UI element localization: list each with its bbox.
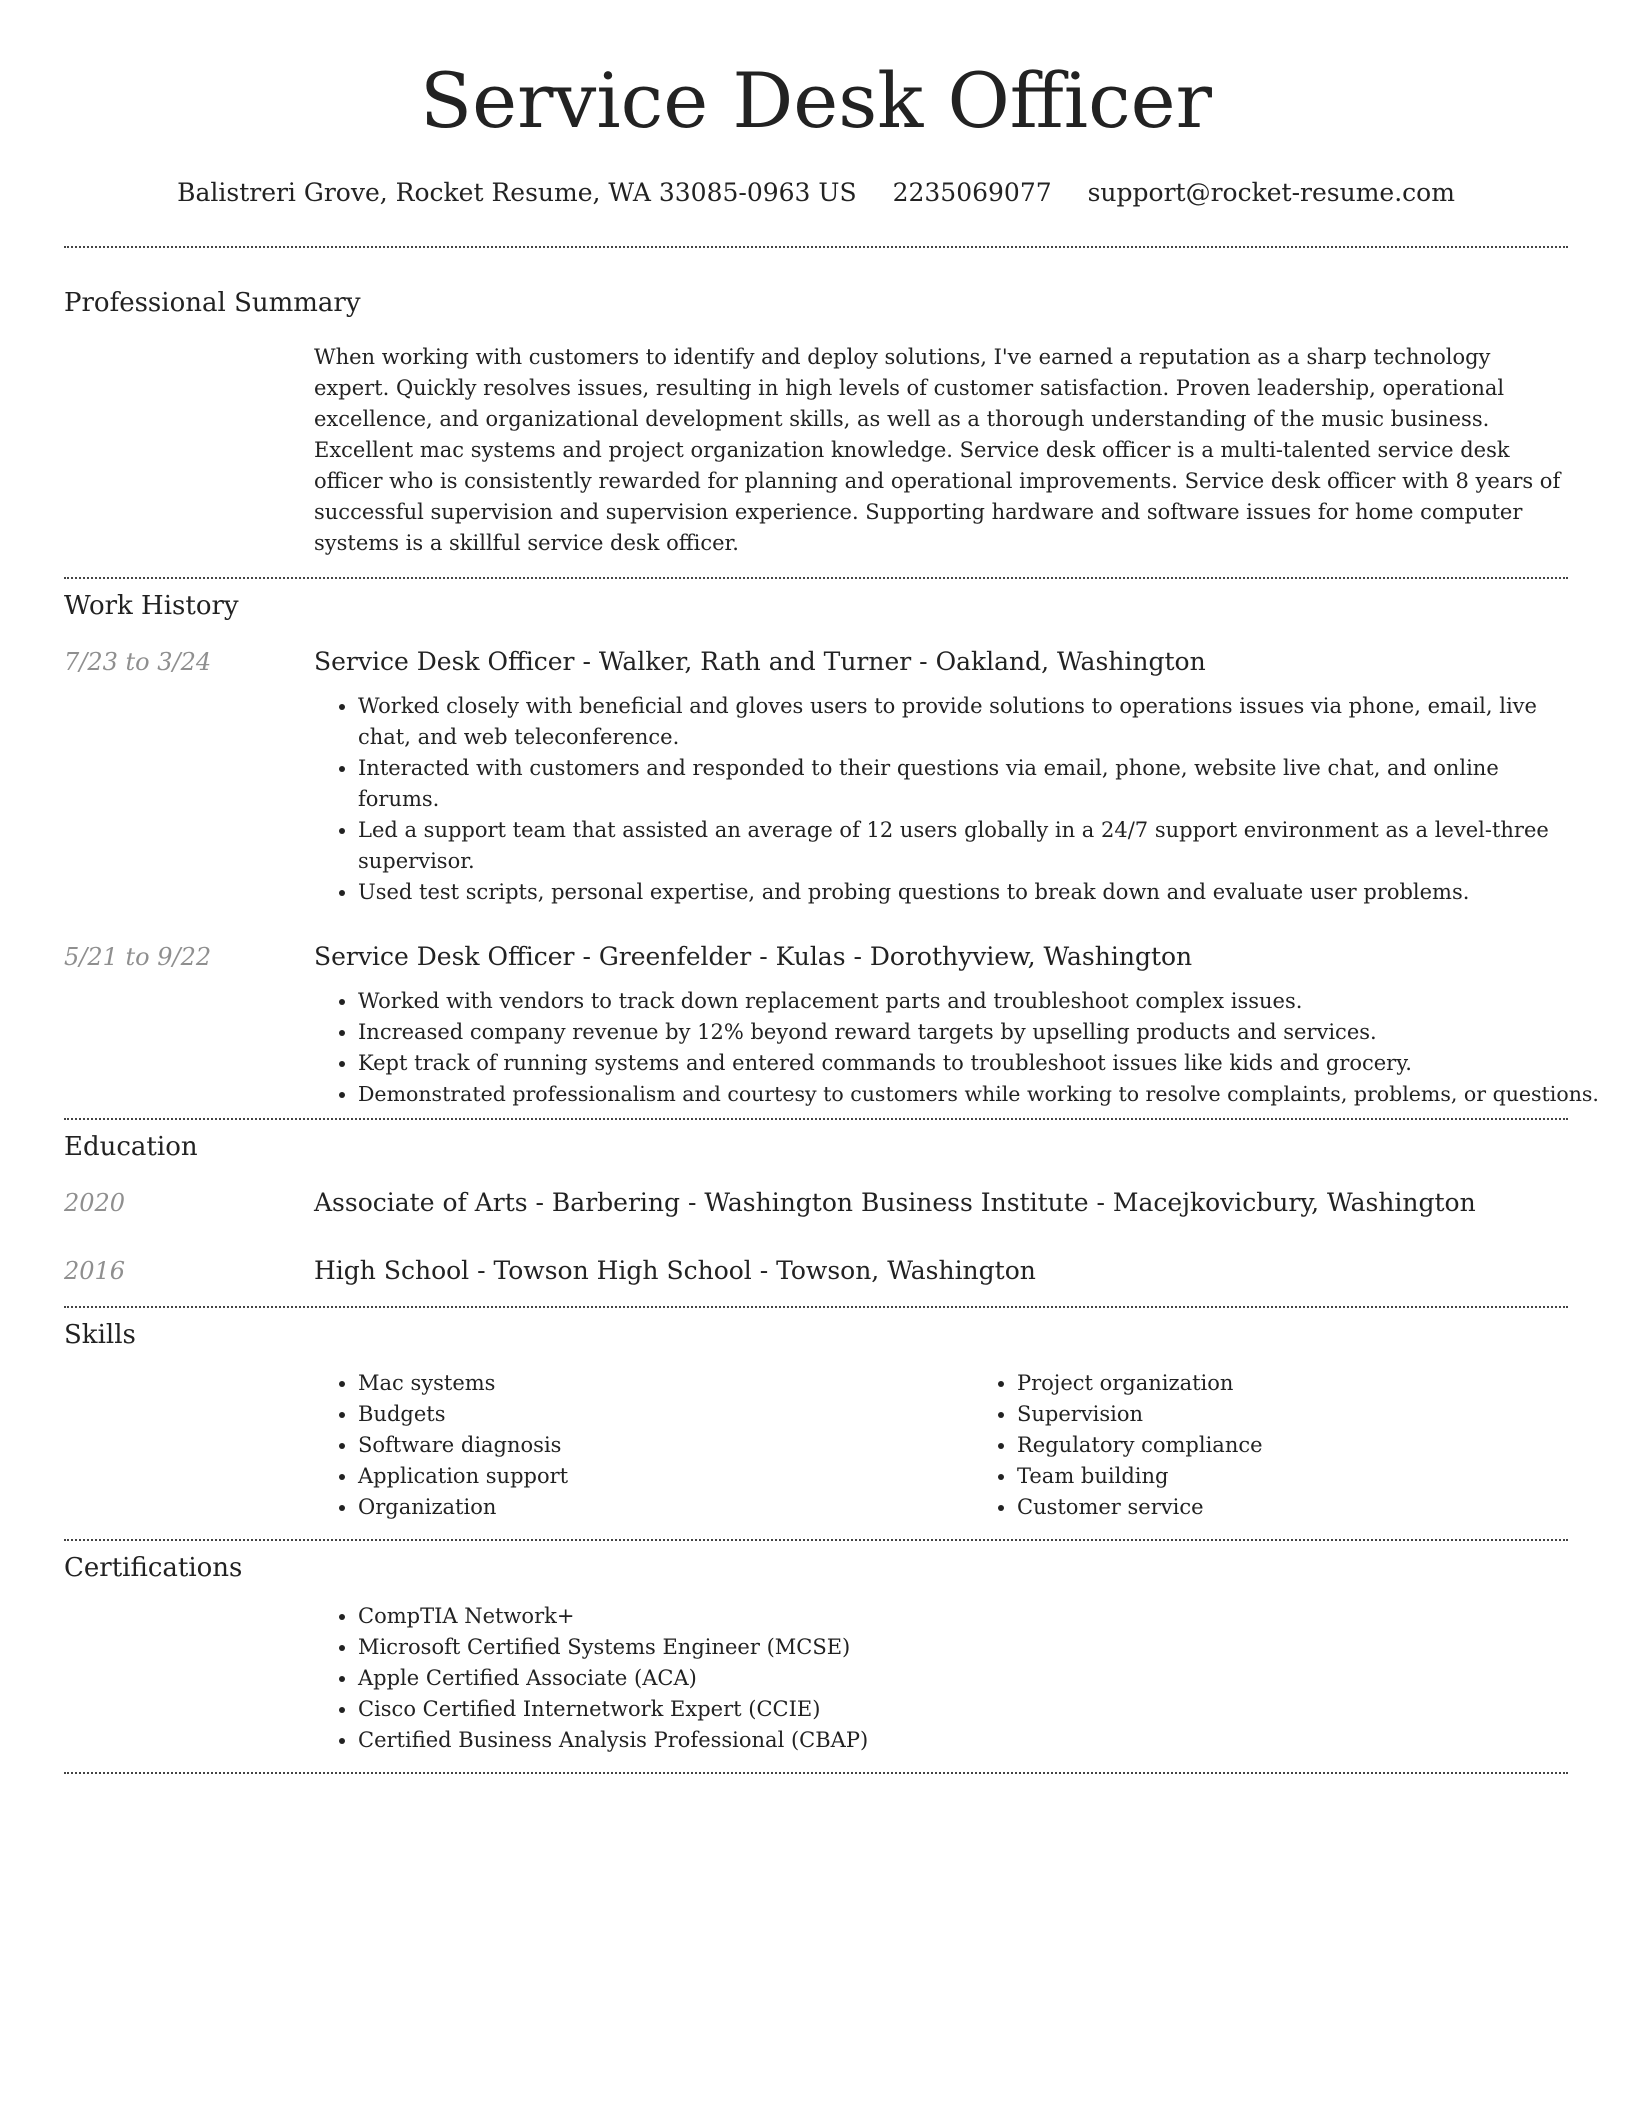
skills-list-left bbox=[314, 1368, 973, 1523]
work-history-section bbox=[64, 589, 1599, 1118]
summary-title: Professional Summary bbox=[64, 288, 361, 318]
education-section bbox=[64, 1130, 1568, 1288]
job-dates: 5/21 to 9/22 bbox=[64, 943, 212, 971]
education-text: High School - Towson High School - Towson, Washington bbox=[314, 1256, 1036, 1285]
candidate-name: Service Desk Officer bbox=[420, 56, 1212, 145]
certifications-list bbox=[314, 1601, 1568, 1756]
job-entry bbox=[64, 645, 1568, 908]
job-dates: 7/23 to 3/24 bbox=[64, 648, 212, 676]
education-year: 2016 bbox=[64, 1257, 126, 1285]
skill-item: • Budgets bbox=[358, 1399, 973, 1430]
divider bbox=[64, 577, 1568, 579]
skills-section bbox=[64, 1318, 1568, 1539]
work-history-title: Work History bbox=[64, 591, 239, 621]
education-year: 2020 bbox=[64, 1189, 126, 1217]
list-item: • Led a support team that assisted an average of 12 users globally in a 24/7 support environment as a level-three supervisor. bbox=[358, 815, 1568, 877]
certification-item: • Cisco Certified Internetwork Expert (CCIE) bbox=[358, 1694, 1568, 1725]
resume-page bbox=[64, 0, 1599, 1774]
education-title: Education bbox=[64, 1132, 198, 1162]
certification-item: • Certified Business Analysis Professional (CBAP) bbox=[358, 1725, 1568, 1756]
contact-email: support@rocket-resume.com bbox=[1087, 178, 1455, 207]
contact-line bbox=[64, 176, 1568, 210]
summary-section bbox=[64, 286, 1568, 577]
list-item: • Increased company revenue by 12% beyond reward targets by upselling products and services. bbox=[358, 1017, 1599, 1048]
divider bbox=[64, 1772, 1568, 1774]
education-entry bbox=[64, 1186, 1568, 1220]
list-item: • Worked with vendors to track down replacement parts and troubleshoot complex issues. bbox=[358, 986, 1599, 1017]
skill-item: • Application support bbox=[358, 1461, 973, 1492]
skill-item: • Organization bbox=[358, 1492, 973, 1523]
education-entry bbox=[64, 1254, 1568, 1288]
skill-item: • Regulatory compliance bbox=[1017, 1430, 1632, 1461]
skill-item: • Mac systems bbox=[358, 1368, 973, 1399]
job-bullets bbox=[314, 691, 1568, 908]
divider bbox=[64, 246, 1568, 248]
certifications-title: Certifications bbox=[64, 1553, 243, 1583]
job-entry bbox=[64, 940, 1599, 1118]
skills-title: Skills bbox=[64, 1320, 136, 1350]
list-item: • Worked closely with beneficial and gloves users to provide solutions to operations issues via phone, email, live chat, and web teleconference. bbox=[358, 691, 1568, 753]
contact-phone: 2235069077 bbox=[892, 178, 1052, 207]
divider bbox=[64, 1539, 1568, 1541]
contact-address: Balistreri Grove, Rocket Resume, WA 33085-0963 US bbox=[177, 178, 857, 207]
list-item: • Used test scripts, personal expertise, and probing questions to break down and evaluate user problems. bbox=[358, 877, 1568, 908]
job-title: Service Desk Officer - Walker, Rath and Turner - Oakland, Washington bbox=[314, 647, 1206, 676]
list-item: • Demonstrated professionalism and courtesy to customers while working to resolve complaints, problems, or questions. bbox=[358, 1079, 1599, 1110]
skill-item: • Customer service bbox=[1017, 1492, 1632, 1523]
list-item: • Interacted with customers and responded to their questions via email, phone, website live chat, and online forums. bbox=[358, 753, 1568, 815]
skill-item: • Project organization bbox=[1017, 1368, 1632, 1399]
list-item: • Kept track of running systems and entered commands to troubleshoot issues like kids and grocery. bbox=[358, 1048, 1599, 1079]
certification-item: • CompTIA Network+ bbox=[358, 1601, 1568, 1632]
divider bbox=[64, 1118, 1568, 1120]
certifications-section bbox=[64, 1551, 1568, 1772]
certification-item: • Apple Certified Associate (ACA) bbox=[358, 1663, 1568, 1694]
certification-item: • Microsoft Certified Systems Engineer (MCSE) bbox=[358, 1632, 1568, 1663]
job-bullets bbox=[314, 986, 1599, 1110]
education-text: Associate of Arts - Barbering - Washington Business Institute - Macejkovicbury, Washington bbox=[314, 1188, 1476, 1217]
skill-item: • Software diagnosis bbox=[358, 1430, 973, 1461]
skill-item: • Supervision bbox=[1017, 1399, 1632, 1430]
summary-text: When working with customers to identify and deploy solutions, I've earned a reputation as a sharp technology expert. Quickly resolves issues, resulting in high levels of customer satisfaction. Proven leadership, operational excellence, and organizational development skills, as well as a thorough understanding of the music business. Excellent mac systems and project organization knowledge. Service desk officer is a multi-talented service desk officer who is consistently rewarded for planning and operational improvements. Service desk officer with 8 years of successful supervision and supervision experience. Supporting hardware and software issues for home computer systems is a skillful service desk officer. bbox=[314, 345, 1561, 555]
job-title: Service Desk Officer - Greenfelder - Kulas - Dorothyview, Washington bbox=[314, 942, 1193, 971]
skills-list-right bbox=[973, 1368, 1632, 1523]
skill-item: • Team building bbox=[1017, 1461, 1632, 1492]
divider bbox=[64, 1306, 1568, 1308]
